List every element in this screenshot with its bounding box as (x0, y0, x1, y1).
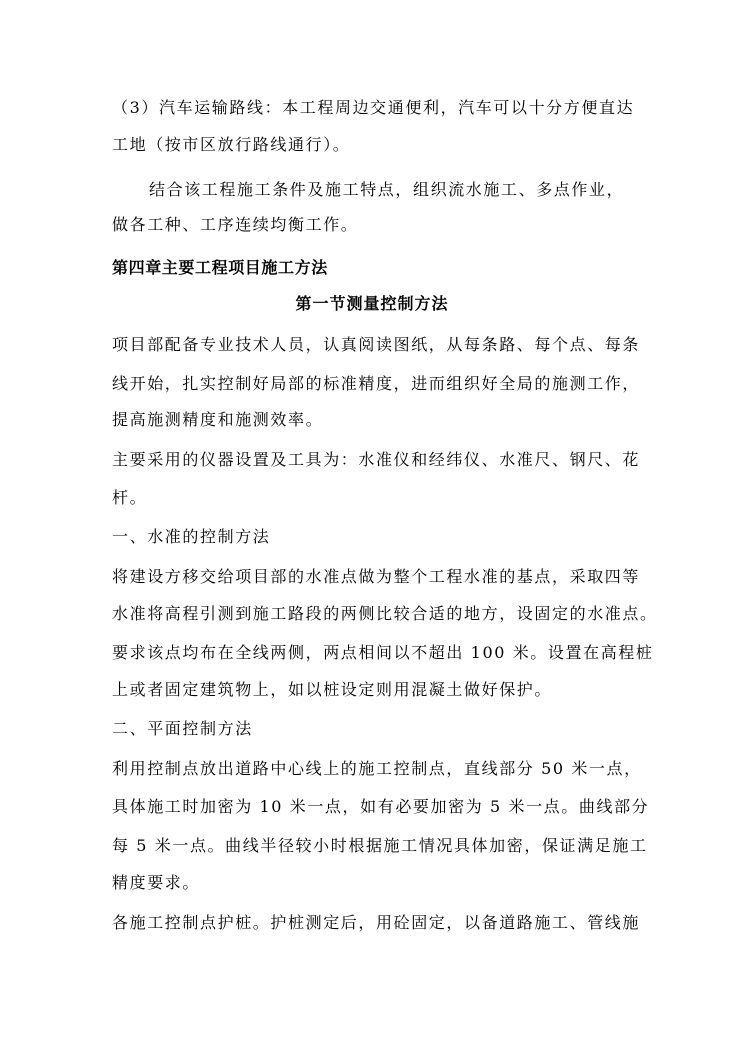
paragraph-transport-route-line-2: 工地（按市区放行路线通行）。 (112, 135, 351, 154)
paragraph-project-staff-line-2: 线开始，扎实控制好局部的标准精度，进而组织好全局的施测工作， (112, 374, 641, 393)
paragraph-plane-control-line-3: 每 5 米一点。曲线半径较小时根据施工情况具体加密，保证满足施工 (112, 836, 648, 855)
paragraph-instruments-line-1: 主要采用的仪器设置及工具为：水准仪和经纬仪、水准尺、钢尺、花 (112, 450, 641, 469)
paragraph-plane-control-line-1: 利用控制点放出道路中心线上的施工控制点，直线部分 50 米一点， (112, 759, 642, 778)
section-title: 第一节测量控制方法 (295, 294, 449, 313)
paragraph-construction-conditions-line-2: 做各工种、工序连续均衡工作。 (112, 215, 359, 234)
subsection-title-plane-control: 二、平面控制方法 (112, 719, 253, 738)
chapter-title: 第四章主要工程项目施工方法 (112, 258, 328, 277)
paragraph-leveling-line-1: 将建设方移交给项目部的水准点做为整个工程水准的基点，采取四等 (112, 567, 641, 586)
paragraph-leveling-line-2: 水准将高程引测到施工路段的两侧比较合适的地方，设固定的水准点。 (112, 604, 658, 623)
paragraph-plane-control-line-2: 具体施工时加密为 10 米一点，如有必要加密为 5 米一点。曲线部分 (112, 797, 650, 816)
paragraph-leveling-line-4: 上或者固定建筑物上，如以桩设定则用混凝土做好保护。 (112, 680, 553, 699)
paragraph-leveling-line-3: 要求该点均布在全线两侧，两点相间以不超出 100 米。设置在高程桩 (112, 643, 654, 662)
paragraph-plane-control-line-4: 精度要求。 (112, 873, 201, 892)
paragraph-control-point-protection-line-1: 各施工控制点护桩。护桩测定后，用砼固定，以备道路施工、管线施 (112, 913, 641, 932)
paragraph-project-staff-line-1: 项目部配备专业技术人员，认真阅读图纸，从每条路、每个点、每条 (112, 335, 641, 354)
paragraph-transport-route-line-1: （3）汽车运输路线：本工程周边交通便利，汽车可以十分方便直达 (112, 98, 635, 117)
paragraph-project-staff-line-3: 提高施测精度和施测效率。 (112, 410, 324, 429)
paragraph-construction-conditions-line-1: 结合该工程施工条件及施工特点，组织流水施工、多点作业， (149, 180, 625, 199)
subsection-title-leveling: 一、水准的控制方法 (112, 527, 271, 546)
paragraph-instruments-line-2: 杆。 (112, 488, 148, 507)
